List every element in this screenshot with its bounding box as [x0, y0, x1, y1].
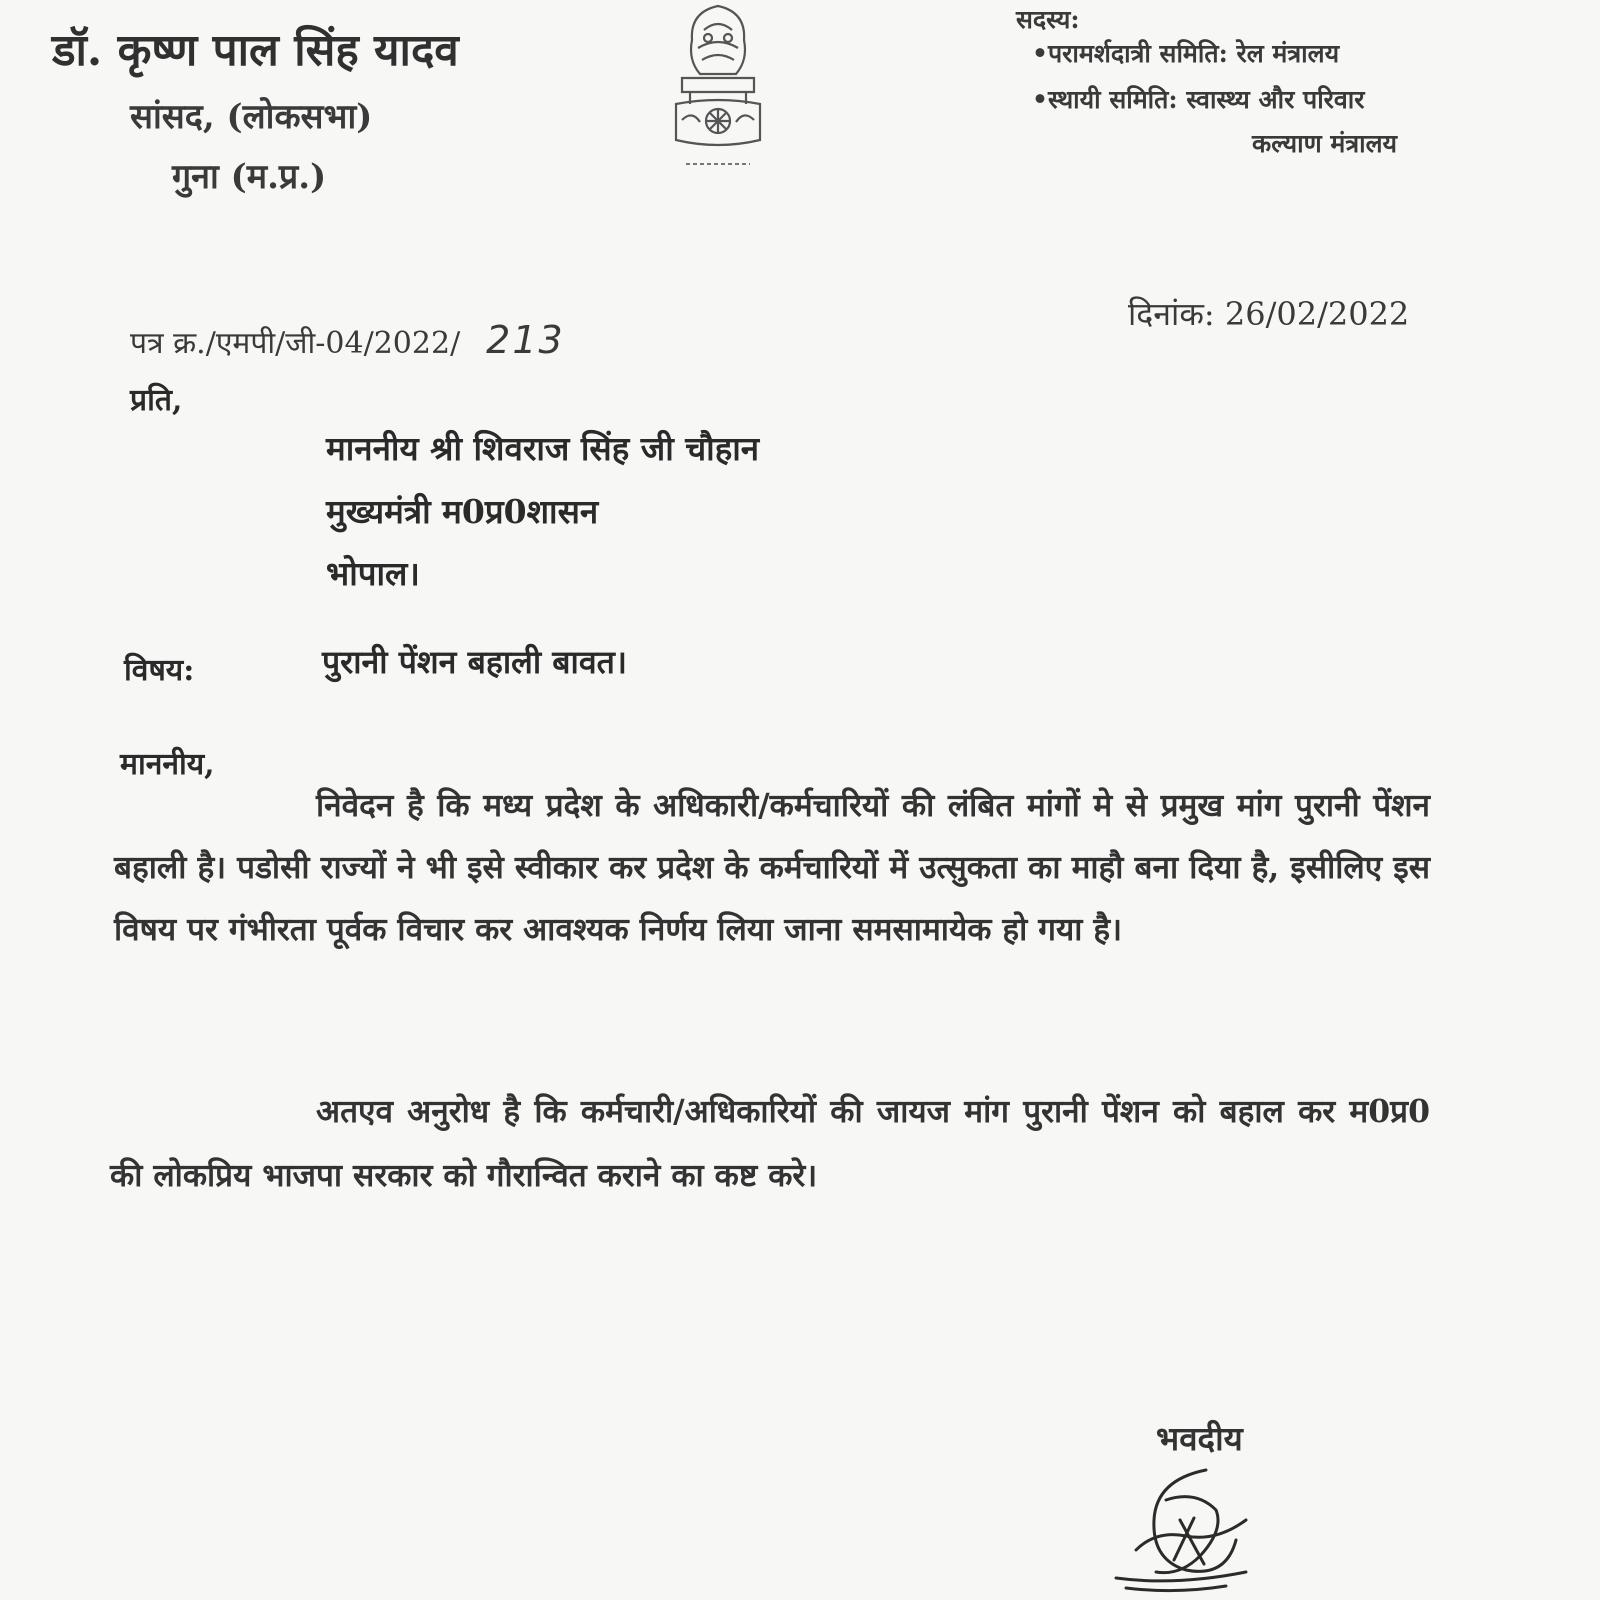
recipient-line: माननीय श्री शिवराज सिंह जी चौहान — [326, 429, 760, 468]
salutation: माननीय, — [120, 747, 215, 782]
to-label: प्रति, — [130, 383, 183, 418]
handwritten-number: 213 — [486, 318, 565, 362]
signature-icon — [1096, 1460, 1266, 1595]
subject-text: पुरानी पेंशन बहाली बावत। — [322, 643, 627, 681]
closing: भवदीय — [1156, 1419, 1243, 1458]
membership-item: •स्थायी समिति: स्वास्थ्य और परिवार — [1032, 85, 1365, 114]
recipient-line: मुख्यमंत्री म0प्र0शासन — [326, 492, 599, 531]
recipient-line: भोपाल। — [326, 554, 420, 593]
reference-number-text: पत्र क्र./एमपी/जी-04/2022/ — [130, 326, 461, 361]
sender-designation: सांसद, (लोकसभा) — [130, 97, 373, 137]
national-emblem-icon — [662, 0, 774, 180]
body-paragraph: अतएव अनुरोध है कि कर्मचारी/अधिकारियों की जायज मांग पुरानी पेंशन को बहाल कर म0प्र0 की लोकप्रिय भाजपा सरकार को गौरान्वित कराने का कष्ट करे। — [110, 1093, 1430, 1194]
membership-item-continued: कल्याण मंत्रालय — [1252, 129, 1398, 158]
letter-date: दिनांक: 26/02/2022 — [1128, 295, 1410, 333]
membership-item: •परामर्शदात्री समिति: रेल मंत्रालय — [1032, 39, 1340, 68]
body-paragraph: निवेदन है कि मध्य प्रदेश के अधिकारी/कर्मचारियों की लंबित मांगों मे से प्रमुख मांग पुरानी पेंशन बहाली है। पडोसी राज्यों ने भी इसे स्वीकार कर प्रदेश के कर्मचारियों में उत्सुकता का माहौ बना दिया है, इसीलिए इस विषय पर गंभीरता पूर्वक विचार कर आवश्यक निर्णय लिया जाना समसामायेक हो गया है। — [114, 787, 1430, 948]
sender-constituency: गुना (म.प्र.) — [172, 157, 327, 197]
reference-number — [130, 318, 565, 362]
membership-heading: सदस्य: — [1016, 5, 1080, 34]
sender-name: डॉ. कृष्ण पाल सिंह यादव — [52, 25, 459, 76]
subject-label: विषय: — [124, 653, 195, 688]
